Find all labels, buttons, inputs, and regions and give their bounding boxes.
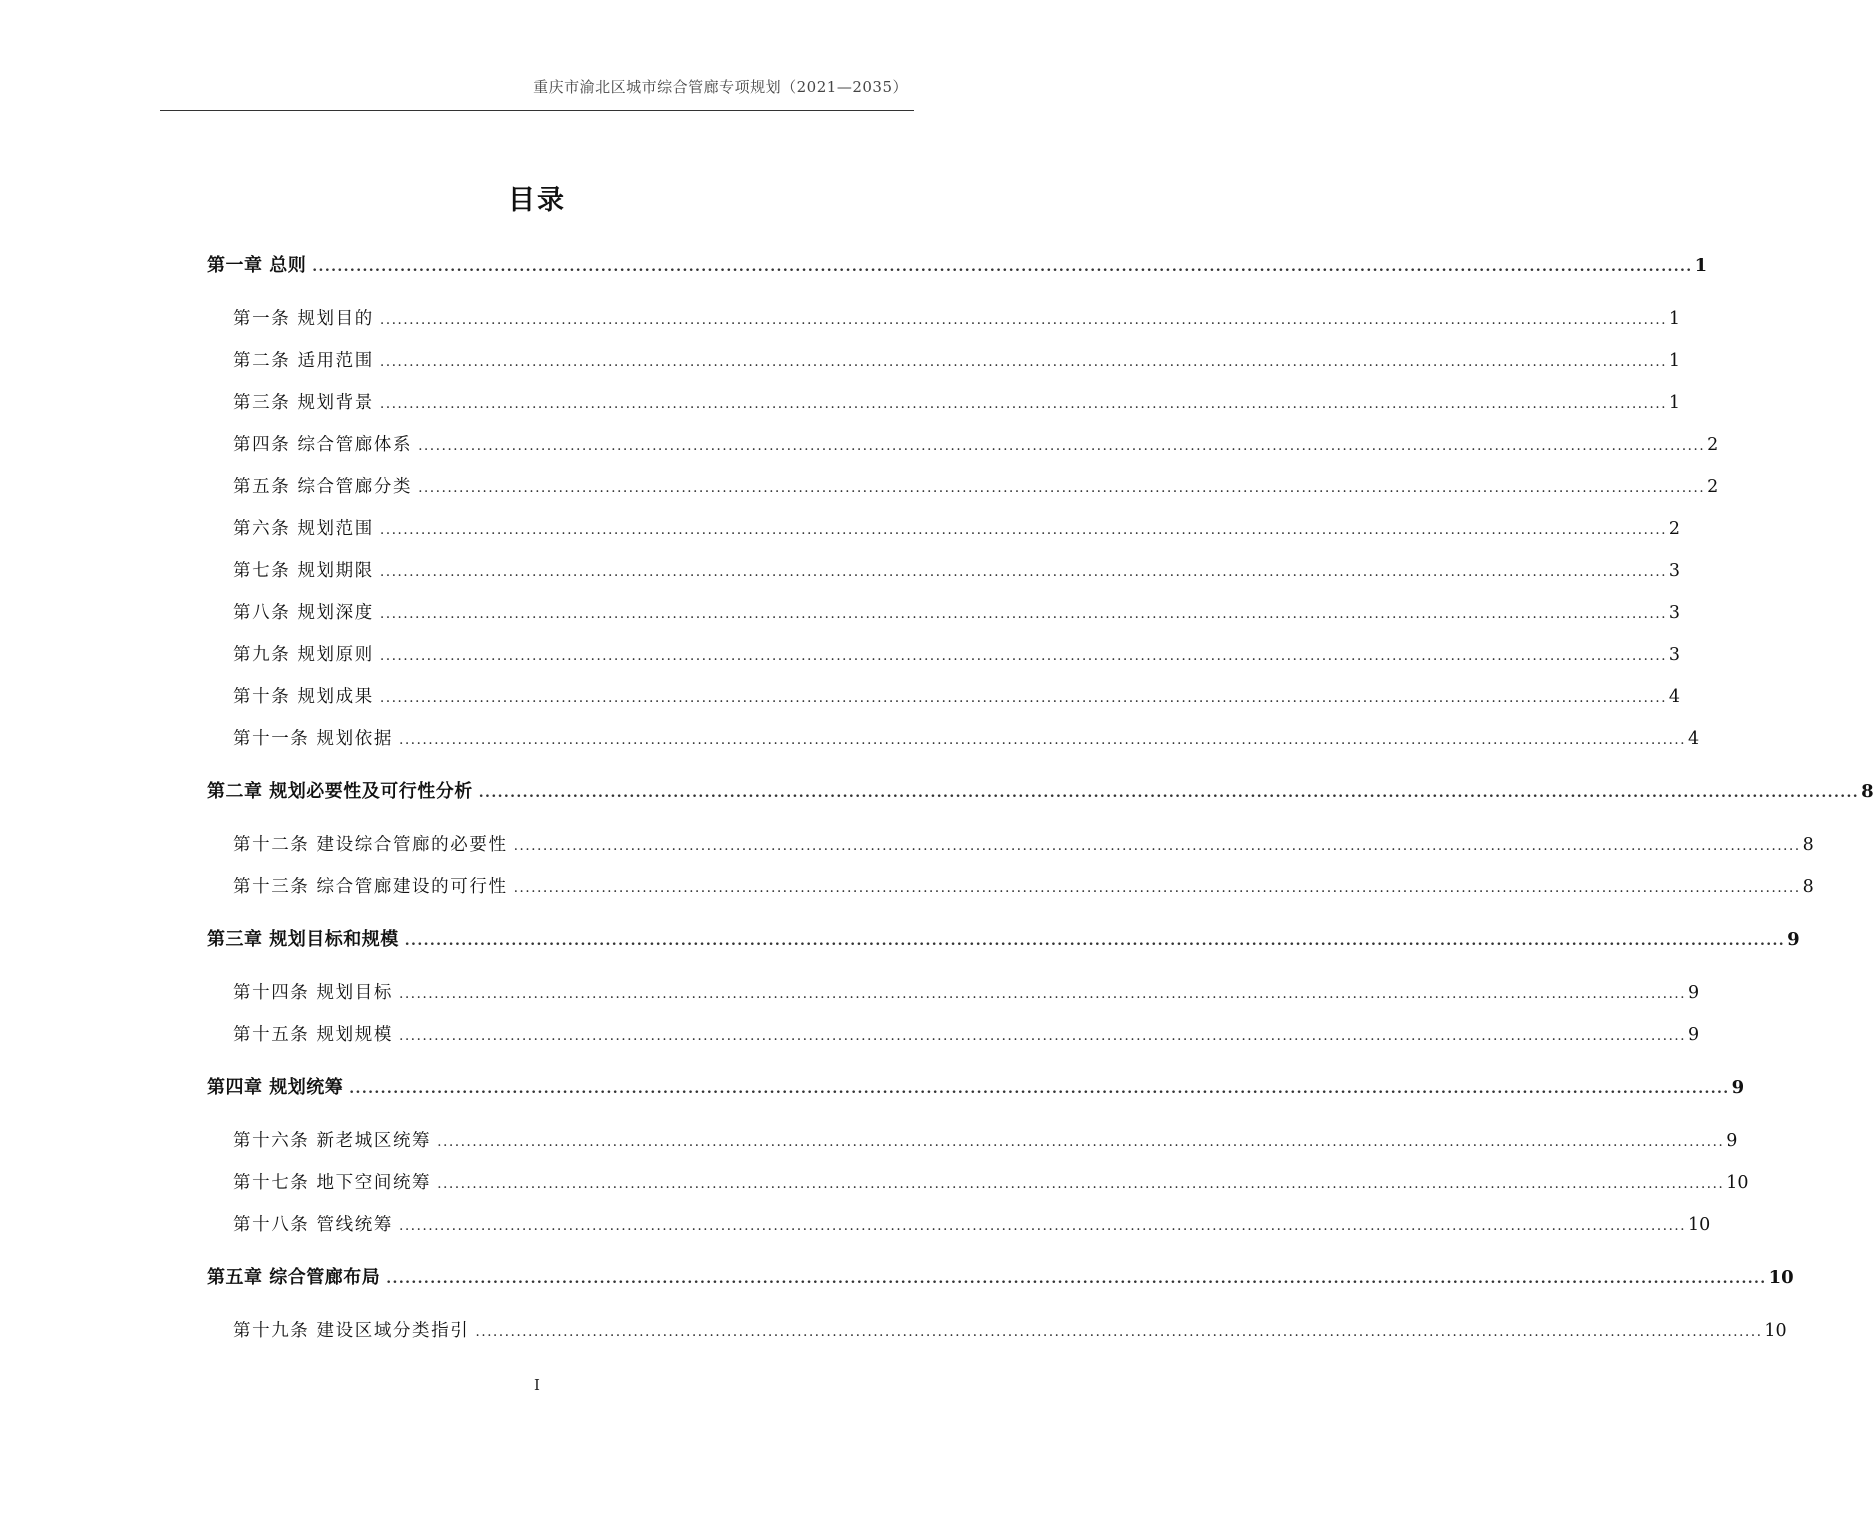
toc-article-entry[interactable] bbox=[233, 978, 1700, 1008]
dot-leader: ............................................................................................................................................................................................................................ bbox=[349, 1081, 1730, 1097]
toc-article-entry[interactable] bbox=[233, 1126, 1738, 1156]
toc-entry-label: 第五章 综合管廊布局 bbox=[207, 1267, 381, 1288]
toc-article-entry[interactable] bbox=[233, 514, 1681, 544]
toc-entry-page: 4 bbox=[1668, 687, 1681, 707]
toc-chapter-entry[interactable] bbox=[207, 925, 1800, 955]
toc-entry-label: 第十一条 规划依据 bbox=[233, 729, 393, 749]
toc-article-entry[interactable] bbox=[233, 640, 1681, 670]
toc-article-entry[interactable] bbox=[233, 556, 1681, 586]
toc-entry-label: 第十四条 规划目标 bbox=[233, 983, 393, 1003]
dot-leader: ............................................................................................................................................................................................................................ bbox=[398, 1028, 1687, 1044]
dot-leader: ............................................................................................................................................................................................................................ bbox=[513, 880, 1801, 896]
toc-entry-label: 第九条 规划原则 bbox=[233, 645, 374, 665]
running-header bbox=[160, 76, 914, 111]
toc-article-entry[interactable] bbox=[233, 1020, 1700, 1050]
toc-entry-label: 第三章 规划目标和规模 bbox=[207, 929, 399, 950]
toc-entry-label: 第八条 规划深度 bbox=[233, 603, 374, 623]
dot-leader: ............................................................................................................................................................................................................................ bbox=[475, 1324, 1763, 1340]
toc-entry-page: 1 bbox=[1668, 393, 1681, 413]
toc-article-entry[interactable] bbox=[233, 872, 1814, 902]
toc-article-entry[interactable] bbox=[233, 388, 1681, 418]
toc-entry-page: 1 bbox=[1668, 351, 1681, 371]
dot-leader: ............................................................................................................................................................................................................................ bbox=[379, 396, 1667, 412]
dot-leader: ............................................................................................................................................................................................................................ bbox=[398, 1218, 1687, 1234]
toc-article-entry[interactable] bbox=[233, 1316, 1787, 1346]
toc-entry-page: 8 bbox=[1802, 835, 1814, 855]
dot-leader: ............................................................................................................................................................................................................................ bbox=[379, 354, 1667, 370]
toc-entry-page: 3 bbox=[1668, 561, 1681, 581]
dot-leader: ............................................................................................................................................................................................................................ bbox=[513, 838, 1801, 854]
toc-entry-label: 第十八条 管线统筹 bbox=[233, 1215, 393, 1235]
toc-entry-page: 4 bbox=[1688, 729, 1700, 749]
toc-article-entry[interactable] bbox=[233, 1210, 1711, 1240]
toc-chapter-entry[interactable] bbox=[207, 251, 1708, 281]
toc-article-entry[interactable] bbox=[233, 430, 1719, 460]
toc-entry-page: 9 bbox=[1787, 929, 1800, 950]
toc-entry-label: 第十六条 新老城区统筹 bbox=[233, 1131, 432, 1151]
toc-entry-page: 2 bbox=[1707, 435, 1719, 455]
toc-chapter-entry[interactable] bbox=[207, 1073, 1745, 1103]
toc-chapter-entry[interactable] bbox=[207, 1263, 1794, 1293]
toc-article-entry[interactable] bbox=[233, 724, 1700, 754]
toc-entry-page: 1 bbox=[1668, 309, 1681, 329]
dot-leader: ............................................................................................................................................................................................................................ bbox=[386, 1271, 1767, 1287]
toc-entry-page: 3 bbox=[1668, 645, 1681, 665]
header-title: 重庆市渝北区城市综合管廊专项规划（2021—2035） bbox=[533, 78, 908, 96]
toc-entry-label: 第十三条 综合管廊建设的可行性 bbox=[233, 877, 508, 897]
dot-leader: ............................................................................................................................................................................................................................ bbox=[437, 1176, 1725, 1192]
toc-entry-page: 10 bbox=[1768, 1267, 1794, 1288]
dot-leader: ............................................................................................................................................................................................................................ bbox=[379, 522, 1667, 538]
toc-entry-label: 第一章 总则 bbox=[207, 255, 307, 276]
dot-leader: ............................................................................................................................................................................................................................ bbox=[418, 480, 1706, 496]
toc-entry-page: 8 bbox=[1861, 781, 1874, 802]
toc-entry-page: 2 bbox=[1668, 519, 1681, 539]
toc-entry-label: 第十五条 规划规模 bbox=[233, 1025, 393, 1045]
toc-article-entry[interactable] bbox=[233, 830, 1814, 860]
toc-entry-label: 第三条 规划背景 bbox=[233, 393, 374, 413]
page-title: 目录 bbox=[508, 185, 566, 216]
toc-entry-label: 第四条 综合管廊体系 bbox=[233, 435, 413, 455]
toc-entry-page: 10 bbox=[1764, 1321, 1787, 1341]
toc-entry-label: 第六条 规划范围 bbox=[233, 519, 374, 539]
toc-article-entry[interactable] bbox=[233, 304, 1681, 334]
toc-article-entry[interactable] bbox=[233, 346, 1681, 376]
toc-entry-page: 2 bbox=[1707, 477, 1719, 497]
toc-article-entry[interactable] bbox=[233, 682, 1681, 712]
toc-entry-page: 10 bbox=[1726, 1173, 1749, 1193]
toc-entry-page: 9 bbox=[1688, 983, 1700, 1003]
toc-entry-label: 第七条 规划期限 bbox=[233, 561, 374, 581]
toc-article-entry[interactable] bbox=[233, 598, 1681, 628]
dot-leader: ............................................................................................................................................................................................................................ bbox=[437, 1134, 1725, 1150]
toc-entry-label: 第四章 规划统筹 bbox=[207, 1077, 344, 1098]
toc-entry-page: 10 bbox=[1688, 1215, 1711, 1235]
toc-entry-label: 第二章 规划必要性及可行性分析 bbox=[207, 781, 473, 802]
dot-leader: ............................................................................................................................................................................................................................ bbox=[379, 312, 1667, 328]
toc-entry-page: 9 bbox=[1726, 1131, 1738, 1151]
toc-entry-label: 第五条 综合管廊分类 bbox=[233, 477, 413, 497]
dot-leader: ............................................................................................................................................................................................................................ bbox=[404, 933, 1786, 949]
toc-entry-page: 9 bbox=[1731, 1077, 1745, 1098]
toc-entry-label: 第十条 规划成果 bbox=[233, 687, 374, 707]
toc-entry-label: 第十七条 地下空间统筹 bbox=[233, 1173, 432, 1193]
toc-chapter-entry[interactable] bbox=[207, 777, 1874, 807]
toc-entry-page: 1 bbox=[1694, 255, 1708, 276]
dot-leader: ............................................................................................................................................................................................................................ bbox=[398, 986, 1687, 1002]
dot-leader: ............................................................................................................................................................................................................................ bbox=[379, 564, 1667, 580]
dot-leader: ............................................................................................................................................................................................................................ bbox=[379, 648, 1667, 664]
dot-leader: ............................................................................................................................................................................................................................ bbox=[312, 259, 1693, 275]
toc-entry-label: 第一条 规划目的 bbox=[233, 309, 374, 329]
toc-entry-page: 3 bbox=[1668, 603, 1681, 623]
toc-entry-label: 第二条 适用范围 bbox=[233, 351, 374, 371]
toc-article-entry[interactable] bbox=[233, 1168, 1749, 1198]
dot-leader: ............................................................................................................................................................................................................................ bbox=[398, 732, 1687, 748]
toc-entry-label: 第十二条 建设综合管廊的必要性 bbox=[233, 835, 508, 855]
toc-entry-page: 8 bbox=[1802, 877, 1814, 897]
dot-leader: ............................................................................................................................................................................................................................ bbox=[418, 438, 1706, 454]
dot-leader: ............................................................................................................................................................................................................................ bbox=[478, 785, 1860, 801]
dot-leader: ............................................................................................................................................................................................................................ bbox=[379, 690, 1667, 706]
dot-leader: ............................................................................................................................................................................................................................ bbox=[379, 606, 1667, 622]
toc-entry-label: 第十九条 建设区域分类指引 bbox=[233, 1321, 470, 1341]
toc-article-entry[interactable] bbox=[233, 472, 1719, 502]
page-number: I bbox=[534, 1376, 540, 1394]
toc-entry-page: 9 bbox=[1688, 1025, 1700, 1045]
